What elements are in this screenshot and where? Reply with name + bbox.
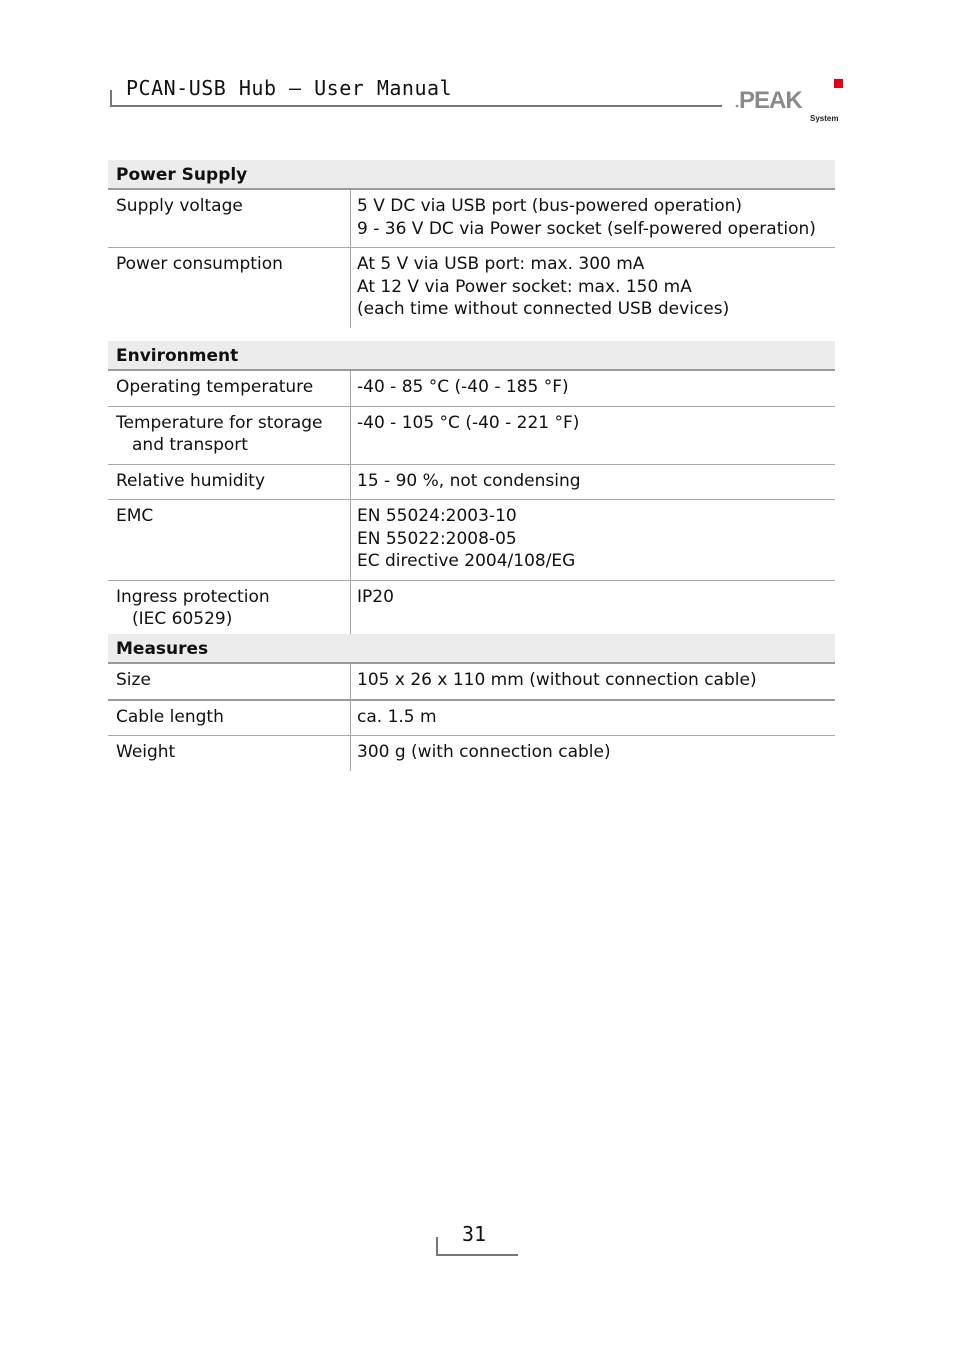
table-row — [108, 499, 835, 580]
table-row — [108, 190, 835, 247]
power-supply-table — [108, 160, 835, 328]
spec-label: Supply voltage — [108, 190, 351, 247]
footer-rule — [436, 1254, 518, 1256]
spec-label: Temperature for storage and transport — [108, 407, 351, 464]
spec-value: At 5 V via USB port: max. 300 mA At 12 V via Power socket: max. 150 mA (each time without connected USB devices) — [357, 254, 730, 319]
spec-value: 5 V DC via USB port (bus-powered operation) 9 - 36 V DC via Power socket (self-powered operation) — [357, 196, 816, 239]
table-row — [108, 406, 835, 464]
spec-value: ca. 1.5 m — [357, 706, 437, 727]
table-row — [108, 247, 835, 328]
table-row — [108, 735, 835, 771]
spec-label: Relative humidity — [108, 465, 351, 500]
spec-value: 15 - 90 %, not condensing — [357, 470, 581, 491]
spec-label: Cable length — [108, 701, 351, 736]
spec-value: -40 - 85 °C (-40 - 185 °F) — [357, 377, 569, 397]
logo-subtext: System — [810, 114, 839, 123]
logo-wordmark: PEAK — [739, 87, 802, 114]
section-heading: Environment — [108, 341, 835, 371]
peak-system-logo — [734, 76, 846, 124]
spec-value: 105 x 26 x 110 mm (without connection cable) — [357, 670, 757, 690]
spec-value: -40 - 105 °C (-40 - 221 °F) — [357, 412, 580, 433]
spec-label: EMC — [108, 500, 351, 580]
section-heading: Measures — [108, 634, 835, 664]
logo-red-square-icon — [834, 79, 843, 88]
header-rule — [110, 105, 722, 107]
spec-value: 300 g (with connection cable) — [357, 742, 611, 762]
table-row — [108, 464, 835, 500]
table-row — [108, 699, 835, 736]
section-heading: Power Supply — [108, 160, 835, 190]
table-row — [108, 664, 835, 699]
table-row — [108, 371, 835, 406]
table-row — [108, 580, 835, 638]
spec-value: IP20 — [357, 586, 394, 607]
page-number: 31 — [462, 1222, 487, 1246]
spec-label: Size — [108, 664, 351, 699]
spec-label: Ingress protection (IEC 60529) — [108, 581, 351, 638]
spec-value: EN 55024:2003-10 EN 55022:2008-05 EC directive 2004/108/EG — [357, 506, 576, 571]
spec-label: Weight — [108, 736, 351, 771]
environment-table — [108, 341, 835, 638]
spec-label: Power consumption — [108, 248, 351, 328]
spec-label: Operating temperature — [108, 371, 351, 406]
measures-table — [108, 634, 835, 771]
document-title: PCAN-USB Hub – User Manual — [126, 76, 453, 100]
